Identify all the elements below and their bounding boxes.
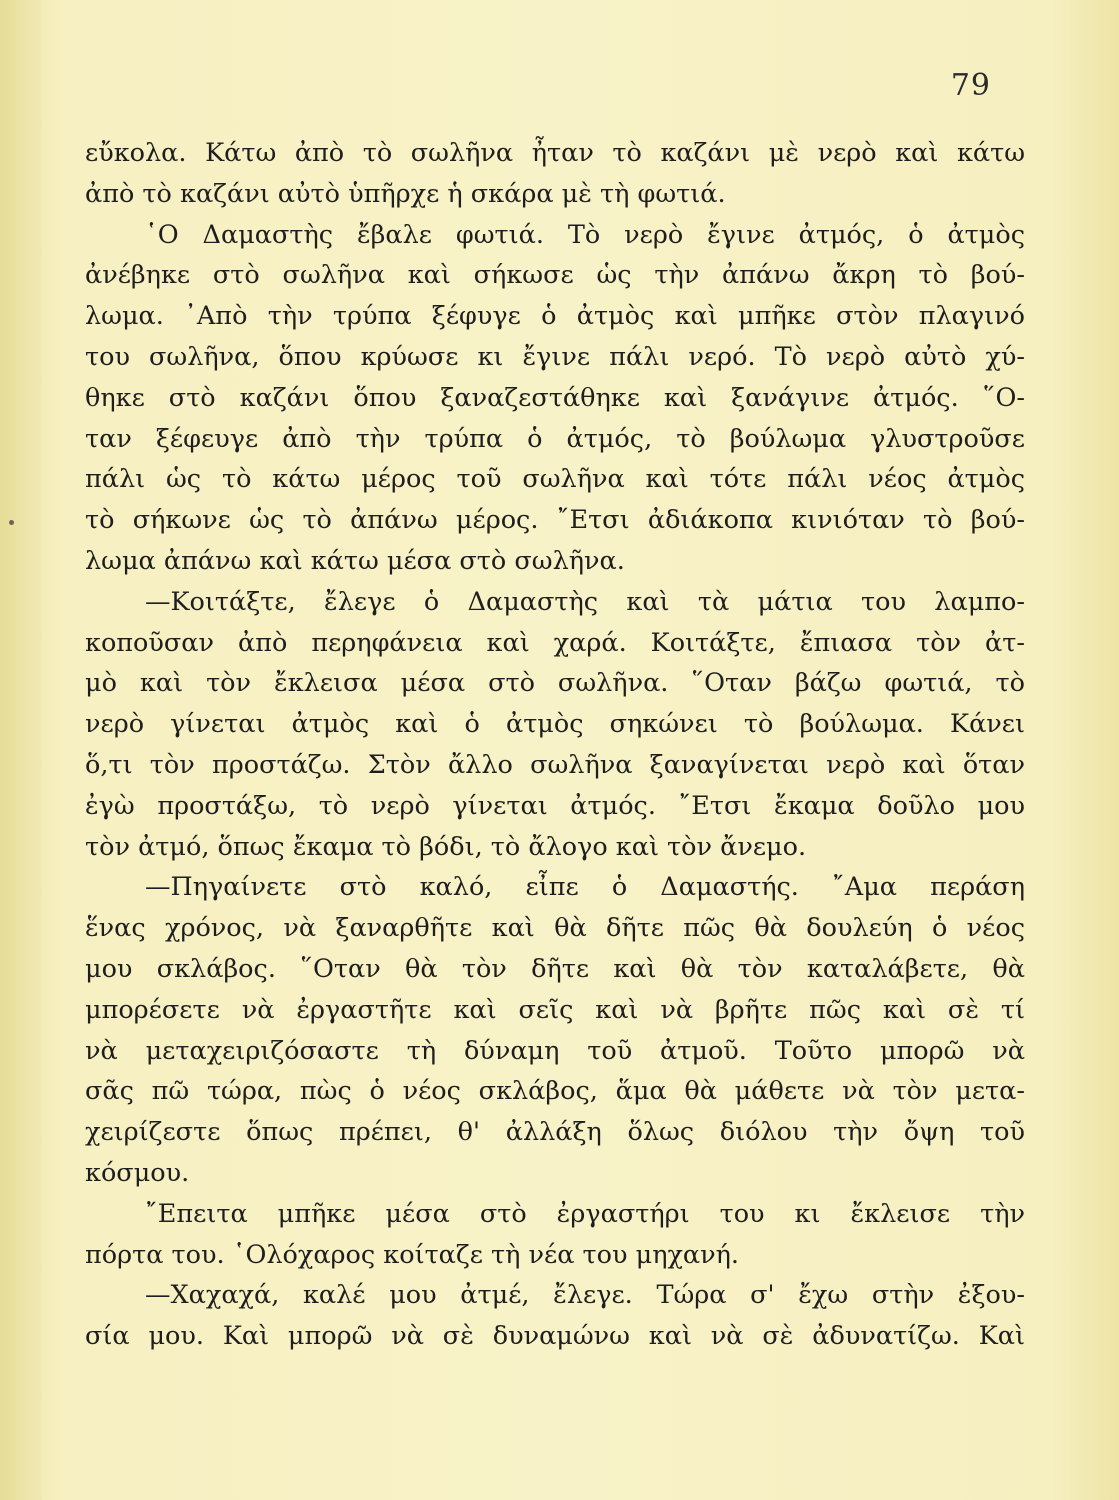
page-gutter: [0, 0, 42, 1500]
text-line: μὸ καὶ τὸν ἔκλεισα μέσα στὸ σωλῆνα. ῞Οταν βάζω φωτιά, τὸ: [85, 668, 1025, 699]
text-line: ῎Επειτα μπῆκε μέσα στὸ ἐργαστήρι του κι ἔκλεισε τὴν: [145, 1198, 1025, 1229]
text-line: τὸ σήκωνε ὡς τὸ ἀπάνω μέρος. ῎Ετσι ἀδιάκοπα κινιόταν τὸ βού-: [85, 505, 1025, 536]
text-line: —Κοιτάξτε, ἔλεγε ὁ Δαμαστὴς καὶ τὰ μάτια του λαμπο-: [145, 586, 1025, 617]
text-line: χειρίζεστε ὅπως πρέπει, θ' ἀλλάξη ὅλως διόλου τὴν ὄψη τοῦ: [85, 1117, 1025, 1148]
text-line: σᾶς πῶ τώρα, πὼς ὁ νέος σκλάβος, ἅμα θὰ μάθετε νὰ τὸν μετα-: [85, 1076, 1025, 1107]
text-line: του σωλῆνα, ὅπου κρύωσε κι ἔγινε πάλι νερό. Τὸ νερὸ αὐτὸ χύ-: [85, 341, 1025, 372]
text-line: μπορέσετε νὰ ἐργαστῆτε καὶ σεῖς καὶ νὰ βρῆτε πῶς καὶ σὲ τί: [85, 994, 1025, 1025]
page-number: 79: [950, 68, 991, 103]
text-line: ἕνας χρόνος, νὰ ξαναρθῆτε καὶ θὰ δῆτε πῶς θὰ δουλεύη ὁ νέος: [85, 913, 1025, 944]
text-line: νερὸ γίνεται ἀτμὸς καὶ ὁ ἀτμὸς σηκώνει τὸ βούλωμα. Κάνει: [85, 709, 1025, 740]
text-line: ἐγὼ προστάξω, τὸ νερὸ γίνεται ἀτμός. ῎Ετσι ἔκαμα δοῦλο μου: [85, 790, 1025, 821]
text-line: ἀπὸ τὸ καζάνι αὐτὸ ὑπῆρχε ἡ σκάρα μὲ τὴ φωτιά.: [85, 178, 726, 209]
text-line: κοποῦσαν ἀπὸ περηφάνεια καὶ χαρά. Κοιτάξτε, ἔπιασα τὸν ἀτ-: [85, 627, 1025, 658]
text-line: ὅ,τι τὸν προστάζω. Στὸν ἄλλο σωλῆνα ξαναγίνεται νερὸ καὶ ὅταν: [85, 749, 1025, 780]
text-line: εὔκολα. Κάτω ἀπὸ τὸ σωλῆνα ἦταν τὸ καζάνι μὲ νερὸ καὶ κάτω: [85, 138, 1025, 168]
text-line: λωμα. ᾿Απὸ τὴν τρύπα ξέφυγε ὁ ἀτμὸς καὶ μπῆκε στὸν πλαγινό: [85, 301, 1025, 332]
text-line: ταν ξέφευγε ἀπὸ τὴν τρύπα ὁ ἀτμός, τὸ βούλωμα γλυστροῦσε: [85, 423, 1025, 454]
text-line: πόρτα του. ῾Ολόχαρος κοίταζε τὴ νέα του μηχανή.: [85, 1239, 740, 1270]
text-line: λωμα ἀπάνω καὶ κάτω μέσα στὸ σωλῆνα.: [85, 545, 625, 576]
text-line: πάλι ὡς τὸ κάτω μέρος τοῦ σωλῆνα καὶ τότε πάλι νέος ἀτμὸς: [85, 464, 1025, 495]
text-line: μου σκλάβος. ῞Οταν θὰ τὸν δῆτε καὶ θὰ τὸν καταλάβετε, θὰ: [85, 953, 1025, 984]
margin-mark: [9, 520, 14, 525]
text-line: κόσμου.: [85, 1157, 190, 1188]
text-line: —Χαχαχά, καλέ μου ἀτμέ, ἔλεγε. Τώρα σ' ἔχω στὴν ἐξου-: [145, 1280, 1025, 1311]
text-line: νὰ μεταχειριζόσαστε τὴ δύναμη τοῦ ἀτμοῦ. Τοῦτο μπορῶ νὰ: [85, 1035, 1025, 1066]
text-line: θηκε στὸ καζάνι ὅπου ξαναζεστάθηκε καὶ ξανάγινε ἀτμός. ῞Ο-: [85, 382, 1025, 413]
text-line: ἀνέβηκε στὸ σωλῆνα καὶ σήκωσε ὡς τὴν ἀπάνω ἄκρη τὸ βού-: [85, 260, 1025, 291]
text-line: ῾Ο Δαμαστὴς ἔβαλε φωτιά. Τὸ νερὸ ἔγινε ἀτμός, ὁ ἀτμὸς: [145, 219, 1025, 250]
text-line: σία μου. Καὶ μπορῶ νὰ σὲ δυναμώνω καὶ νὰ σὲ ἀδυνατίζω. Καὶ: [85, 1321, 1025, 1352]
body-text: [85, 133, 1025, 1357]
text-line: τὸν ἀτμό, ὅπως ἔκαμα τὸ βόδι, τὸ ἄλογο καὶ τὸν ἄνεμο.: [85, 831, 807, 862]
text-line: —Πηγαίνετε στὸ καλό, εἶπε ὁ Δαμαστής. ῎Αμα περάση: [145, 872, 1025, 903]
